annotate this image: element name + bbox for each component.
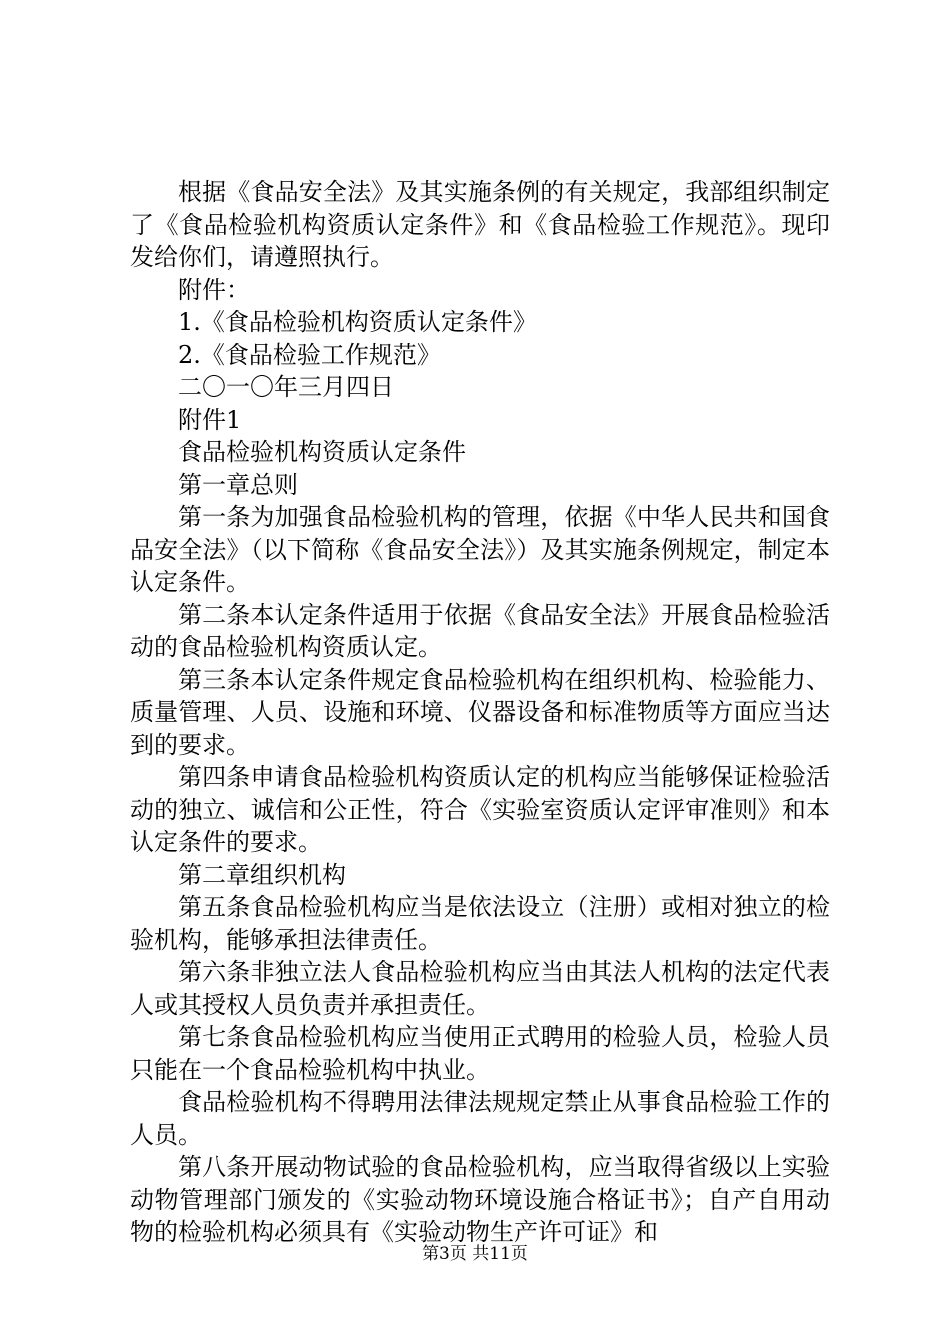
paragraph-attachments-label: 附件：	[178, 275, 250, 304]
paragraph-article-5: 第五条食品检验机构应当是依法设立（注册）或相对独立的检验机构，能够承担法律责任。	[130, 893, 830, 954]
paragraph-date: 二〇一〇年三月四日	[178, 373, 394, 401]
paragraph-article-8: 第八条开展动物试验的食品检验机构，应当取得省级以上实验动物管理部门颁发的《实验动物环境设施合格证书》；自产自用动物的检验机构必须具有《实验动物生产许可证》和	[130, 1153, 830, 1246]
paragraph-article-7-cont: 食品检验机构不得聘用法律法规规定禁止从事食品检验工作的人员。	[130, 1088, 830, 1149]
paragraph-article-6: 第六条非独立法人食品检验机构应当由其法人机构的法定代表人或其授权人员负责并承担责任。	[130, 958, 830, 1019]
page-number-footer: 第3页 共11页	[422, 1244, 528, 1264]
paragraph-intro: 根据《食品安全法》及其实施条例的有关规定，我部组织制定了《食品检验机构资质认定条件》和《食品检验工作规范》。现印发给你们，请遵照执行。	[130, 178, 830, 271]
paragraph-annex-heading: 附件1	[178, 405, 242, 434]
paragraph-article-4: 第四条申请食品检验机构资质认定的机构应当能够保证检验活动的独立、诚信和公正性，符合《实验室资质认定评审准则》和本认定条件的要求。	[130, 763, 830, 856]
paragraph-attachment-1: 1.《食品检验机构资质认定条件》	[178, 308, 537, 336]
paragraph-annex-title: 食品检验机构资质认定条件	[178, 438, 466, 466]
paragraph-article-3: 第三条本认定条件规定食品检验机构在组织机构、检验能力、质量管理、人员、设施和环境、仪器设备和标准物质等方面应当达到的要求。	[130, 665, 830, 759]
paragraph-article-7: 第七条食品检验机构应当使用正式聘用的检验人员，检验人员只能在一个食品检验机构中执业。	[130, 1023, 830, 1084]
paragraph-chapter-1: 第一章总则	[178, 470, 298, 499]
paragraph-chapter-2: 第二章组织机构	[178, 860, 346, 889]
document-body	[130, 176, 830, 1249]
paragraph-article-2: 第二条本认定条件适用于依据《食品安全法》开展食品检验活动的食品检验机构资质认定。	[130, 600, 830, 661]
paragraph-article-1: 第一条为加强食品检验机构的管理，依据《中华人民共和国食品安全法》（以下简称《食品安全法》）及其实施条例规定，制定本认定条件。	[130, 503, 830, 596]
paragraph-attachment-2: 2.《食品检验工作规范》	[178, 340, 441, 369]
